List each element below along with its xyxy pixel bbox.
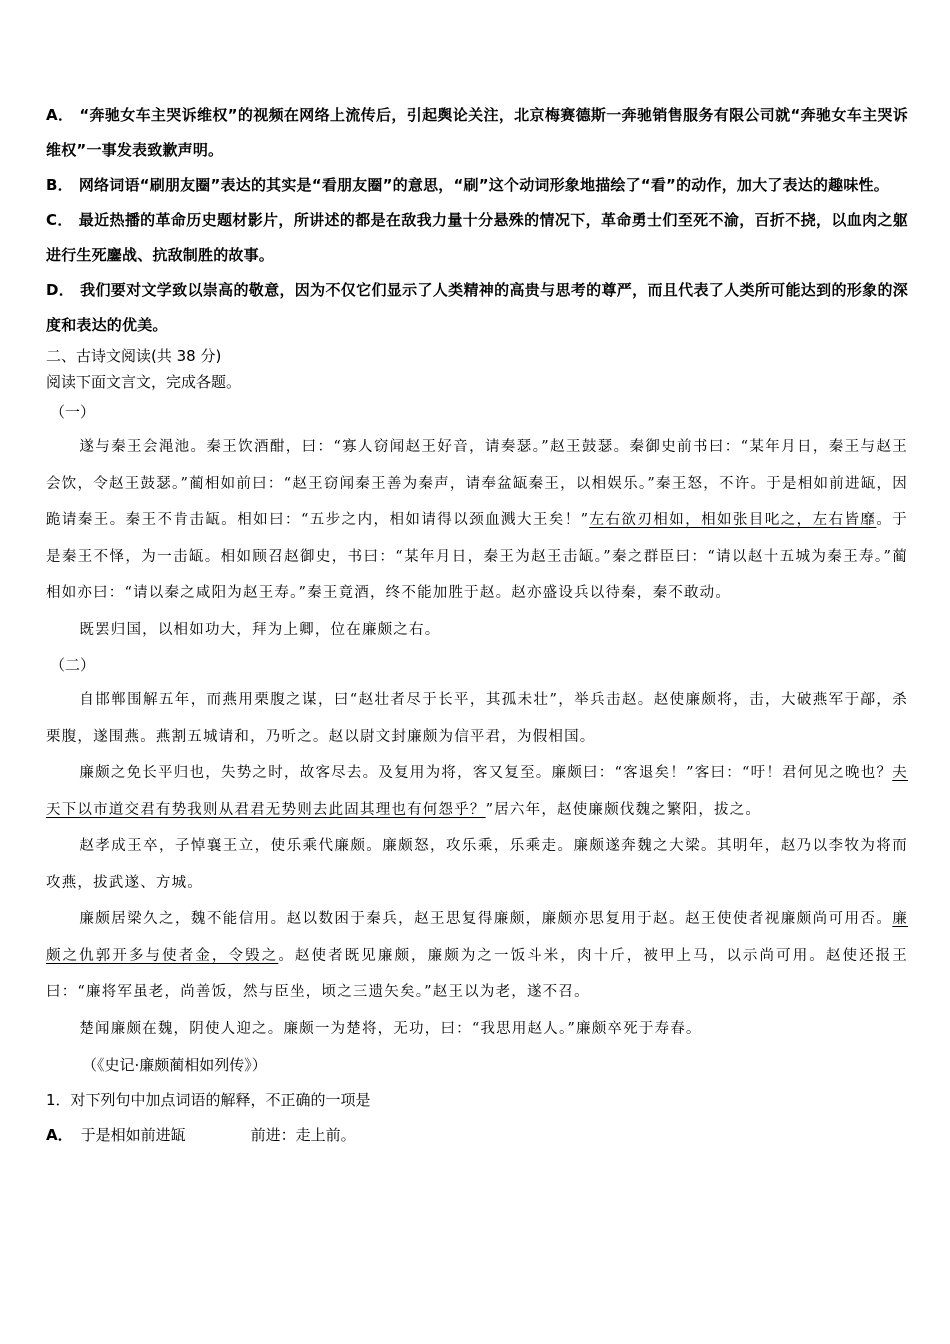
question-1-option-a-label: A． — [46, 1126, 73, 1144]
passage-two-p4-text-a: 廉颇居梁久之，魏不能信用。赵以数困于秦兵，赵王思复得廉颇，廉颇亦思复用于赵。赵王使使者视廉颇尚可用否。 — [79, 911, 893, 927]
passage-two-p4-text-b: 。赵使者既见廉颇，廉颇为之一饭斗米，肉十斤，被甲上马，以示尚可用。赵使还报王曰：“廉将军虽老，尚善饭，然与臣坐，顷之三遗矢矣。”赵王以为老，遂不召。 — [46, 947, 908, 1000]
passage-one-paragraph-1 — [46, 429, 908, 612]
question-1-option-a-explanation: 前进：走上前。 — [250, 1126, 356, 1144]
option-b-text: 网络词语“刷朋友圈”表达的其实是“看朋友圈”的意思，“刷”这个动词形象地描绘了“看”的动作，加大了表达的趣味性。 — [78, 176, 889, 194]
passage-two-paragraph-3: 赵孝成王卒，子悼襄王立，使乐乘代廉颇。廉颇怒，攻乐乘，乐乘走。廉颇遂奔魏之大梁。其明年，赵乃以李牧为将而攻燕，拔武遂、方城。 — [46, 838, 908, 891]
passage-two-p2-underlined: 夫天下以市道交君有势我则从君君无势则去此固其理也有何怨乎？ — [46, 765, 908, 818]
option-a-text: “奔驰女车主哭诉维权”的视频在网络上流传后，引起舆论关注，北京梅赛德斯一奔驰销售服务有限公司就“奔驰女车主哭诉维权”一事发表致歉声明。 — [46, 106, 908, 159]
part-two-label: （二） — [50, 656, 96, 674]
passage-two-p2-text-b: ”居六年，赵使廉颇伐魏之繁阳，拔之。 — [485, 801, 762, 818]
question-1-option-a-term: 于是相如前进缻 — [80, 1126, 186, 1144]
passage-two-p4-underlined: 廉颇之仇郭开多与使者金，令毁之 — [46, 911, 908, 964]
question-1-stem: 1．对下列句中加点词语的解释，不正确的一项是 — [46, 1091, 371, 1109]
section-instruction: 阅读下面文言文，完成各题。 — [46, 373, 242, 391]
option-d-text: 我们要对文学致以崇高的敬意，因为不仅它们显示了人类精神的高贵与思考的尊严，而且代表了人类所可能达到的形象的深度和表达的优美。 — [46, 281, 908, 334]
passage-one-p1-underlined: 左右欲刃相如，相如张目叱之，左右皆靡 — [589, 512, 877, 528]
passage-two-paragraph-5: 楚闻廉颇在魏，阴使人迎之。廉颇一为楚将，无功，曰：“我思用赵人。”廉颇卒死于寿春。 — [79, 1020, 702, 1037]
question-1-option-a — [46, 1117, 908, 1153]
option-d — [46, 273, 908, 343]
passage-two-paragraph-4 — [46, 901, 908, 1011]
passage-one-p1-text-a: 遂与秦王会渑池。秦王饮酒酣，曰：“寡人窃闻赵王好音，请奏瑟。”赵王鼓瑟。秦御史前书曰：“某年月日，秦王与赵王会饮，令赵王鼓瑟。”蔺相如前曰：“赵王窃闻秦王善为秦声，请奉盆缻秦王，以相娱乐。”秦王怒，不许。于是相如前进缻，因跪请秦王。秦王不肯击缻。相如曰：“五步之内，相如请得以颈血溅大王矣！” — [46, 439, 908, 528]
section-title: 二、古诗文阅读(共 38 分) — [46, 347, 222, 365]
option-b — [46, 168, 908, 203]
option-a — [46, 98, 908, 168]
passage-one-paragraph-2: 既罢归国，以相如功大，拜为上卿，位在廉颇之右。 — [79, 621, 441, 638]
passage-one-p1-text-b: 。于是秦王不怿，为一击缻。相如顾召赵御史，书曰：“某年月日，秦王为赵王击缻。”秦之群臣曰：“请以赵十五城为秦王寿。”蔺相如亦曰：“请以秦之咸阳为赵王寿。”秦王竟酒，终不能加胜于赵。赵亦盛设兵以待秦，秦不敢动。 — [46, 512, 908, 601]
option-b-letter: B． — [46, 176, 73, 194]
passage-source: （《史记·廉颇蔺相如列传》） — [82, 1056, 267, 1074]
passage-two-p2-text-a: 廉颇之免长平归也，失势之时，故客尽去。及复用为将，客又复至。廉颇曰：“客退矣！”客曰：“吁！君何见之晚也？ — [79, 765, 893, 781]
option-d-letter: D． — [46, 281, 75, 299]
passage-two-paragraph-1: 自邯郸围解五年，而燕用栗腹之谋，曰“赵壮者尽于长平，其孤未壮”，举兵击赵。赵使廉颇将，击，大破燕军于鄗，杀栗腹，遂围燕。燕割五城请和，乃听之。赵以尉文封廉颇为信平君，为假相国。 — [46, 692, 908, 745]
option-c-letter: C． — [46, 211, 73, 229]
option-c-text: 最近热播的革命历史题材影片，所讲述的都是在敌我力量十分悬殊的情况下，革命勇士们至死不渝，百折不挠，以血肉之躯进行生死鏖战、抗敌制胜的故事。 — [46, 211, 908, 264]
passage-two-paragraph-2 — [46, 755, 908, 828]
part-one-label: （一） — [50, 403, 96, 421]
document-page — [46, 98, 908, 1153]
option-a-letter: A． — [46, 106, 74, 124]
option-c — [46, 203, 908, 273]
